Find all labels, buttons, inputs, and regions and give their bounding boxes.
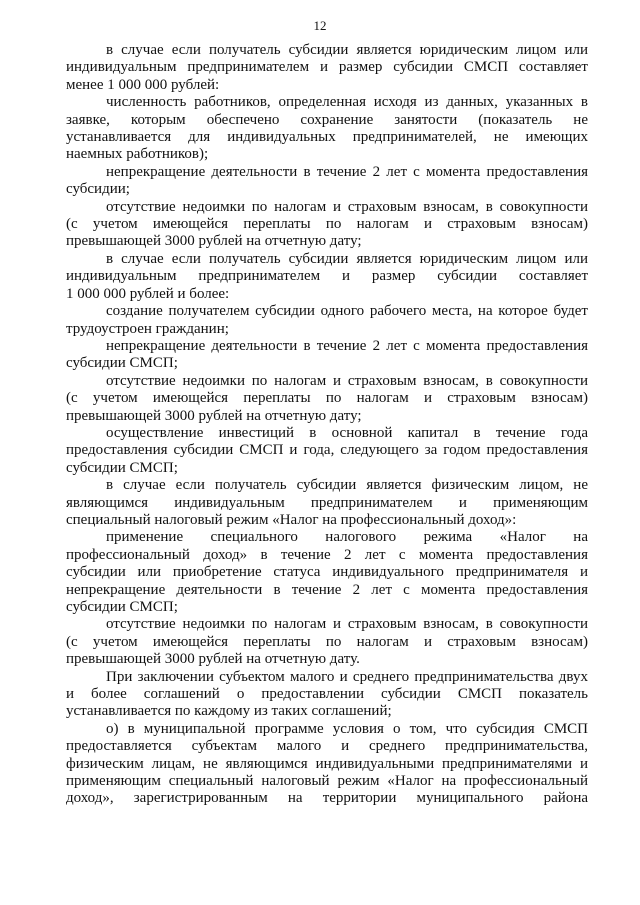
text-line: менее 1 000 000 рублей: xyxy=(66,76,220,93)
text-line: превышающей 3000 рублей на отчетную дату. xyxy=(66,651,360,668)
text-line: При заключении субъектом малого и среднего предпринимательства двух xyxy=(106,668,588,685)
text-line: применяющим специальный налоговый режим «Налог на профессиональный xyxy=(66,773,588,790)
text-line: субсидии; xyxy=(66,181,130,198)
text-line: и более соглашений о предоставлении субсидии СМСП показатель xyxy=(66,686,588,703)
text-line: отсутствие недоимки по налогам и страховым взносам, в совокупности xyxy=(106,198,588,215)
text-line: в случае если получатель субсидии является юридическим лицом или xyxy=(106,42,588,58)
text-line: предоставляется субъектам малого и среднего предпринимательства, xyxy=(66,738,588,755)
paragraph xyxy=(66,720,588,808)
text-line: заявке, которым обеспечено сохранение занятости (показатель не xyxy=(66,111,588,128)
paragraph xyxy=(66,529,588,616)
text-line: устанавливается по каждому из таких соглашений; xyxy=(66,703,392,720)
text-line: превышающей 3000 рублей на отчетную дату; xyxy=(66,233,362,250)
text-line: создание получателем субсидии одного рабочего места, на которое будет xyxy=(106,303,588,320)
paragraph xyxy=(66,424,588,477)
text-line: применение специального налогового режима «Налог на xyxy=(106,529,588,546)
text-line: (с учетом имеющейся переплаты по налогам и страховым взносам) xyxy=(66,390,588,407)
text-line: специальный налоговый режим «Налог на профессиональный доход»: xyxy=(66,511,517,528)
text-line: численность работников, определенная исходя из данных, указанных в xyxy=(106,94,588,111)
text-line: доход», зарегистрированным на территории муниципального района xyxy=(66,790,588,807)
text-line: наемных работников); xyxy=(66,146,209,163)
text-line: отсутствие недоимки по налогам и страховым взносам, в совокупности xyxy=(106,616,588,633)
text-line: (с учетом имеющейся переплаты по налогам и страховым взносам) xyxy=(66,216,588,233)
text-line: в случае если получатель субсидии является юридическим лицом или xyxy=(106,250,588,267)
paragraph xyxy=(66,668,588,721)
text-line: превышающей 3000 рублей на отчетную дату; xyxy=(66,407,362,424)
text-line: являющимся индивидуальным предпринимателем и применяющим xyxy=(66,494,588,511)
paragraph xyxy=(66,616,588,668)
text-line: непрекращение деятельности в течение 2 лет с момента предоставления xyxy=(66,581,588,598)
text-line: непрекращение деятельности в течение 2 лет с момента предоставления xyxy=(106,337,588,354)
text-line: осуществление инвестиций в основной капитал в течение года xyxy=(106,424,588,441)
text-line: индивидуальным предпринимателем и размер субсидии составляет xyxy=(66,268,588,285)
paragraph xyxy=(66,303,588,338)
paragraph xyxy=(66,163,588,199)
text-line: физическим лицам, не являющимся индивидуальными предпринимателями и xyxy=(66,755,588,772)
text-line: субсидии СМСП; xyxy=(66,459,178,476)
paragraph xyxy=(66,42,588,94)
text-line: субсидии СМСП; xyxy=(66,355,178,372)
paragraph xyxy=(66,198,588,251)
paragraph xyxy=(66,250,588,303)
paragraph xyxy=(66,372,588,425)
document-body xyxy=(66,42,588,808)
text-line: непрекращение деятельности в течение 2 лет с момента предоставления xyxy=(106,163,588,180)
text-line: устанавливается для индивидуальных предпринимателей, не имеющих xyxy=(66,129,588,146)
text-line: о) в муниципальной программе условия о том, что субсидия СМСП xyxy=(106,720,588,737)
text-line: в случае если получатель субсидии является физическим лицом, не xyxy=(106,477,588,494)
text-line: субсидии СМСП; xyxy=(66,599,178,615)
text-line: отсутствие недоимки по налогам и страховым взносам, в совокупности xyxy=(106,372,588,389)
text-line: предоставления субсидии СМСП и года, следующего за годом предоставления xyxy=(66,442,588,459)
paragraph xyxy=(66,94,588,164)
text-line: трудоустроен гражданин; xyxy=(66,320,229,337)
text-line: 1 000 000 рублей и более: xyxy=(66,285,230,302)
text-line: (с учетом имеющейся переплаты по налогам и страховым взносам) xyxy=(66,633,588,650)
text-line: профессиональный доход» в течение 2 лет с момента предоставления xyxy=(66,546,588,563)
paragraph xyxy=(66,477,588,529)
text-line: субсидии или приобретение статуса индивидуального предпринимателя и xyxy=(66,564,588,581)
paragraph xyxy=(66,337,588,373)
text-line: индивидуальным предпринимателем и размер субсидии СМСП составляет xyxy=(66,59,588,76)
page-number: 12 xyxy=(313,18,327,33)
